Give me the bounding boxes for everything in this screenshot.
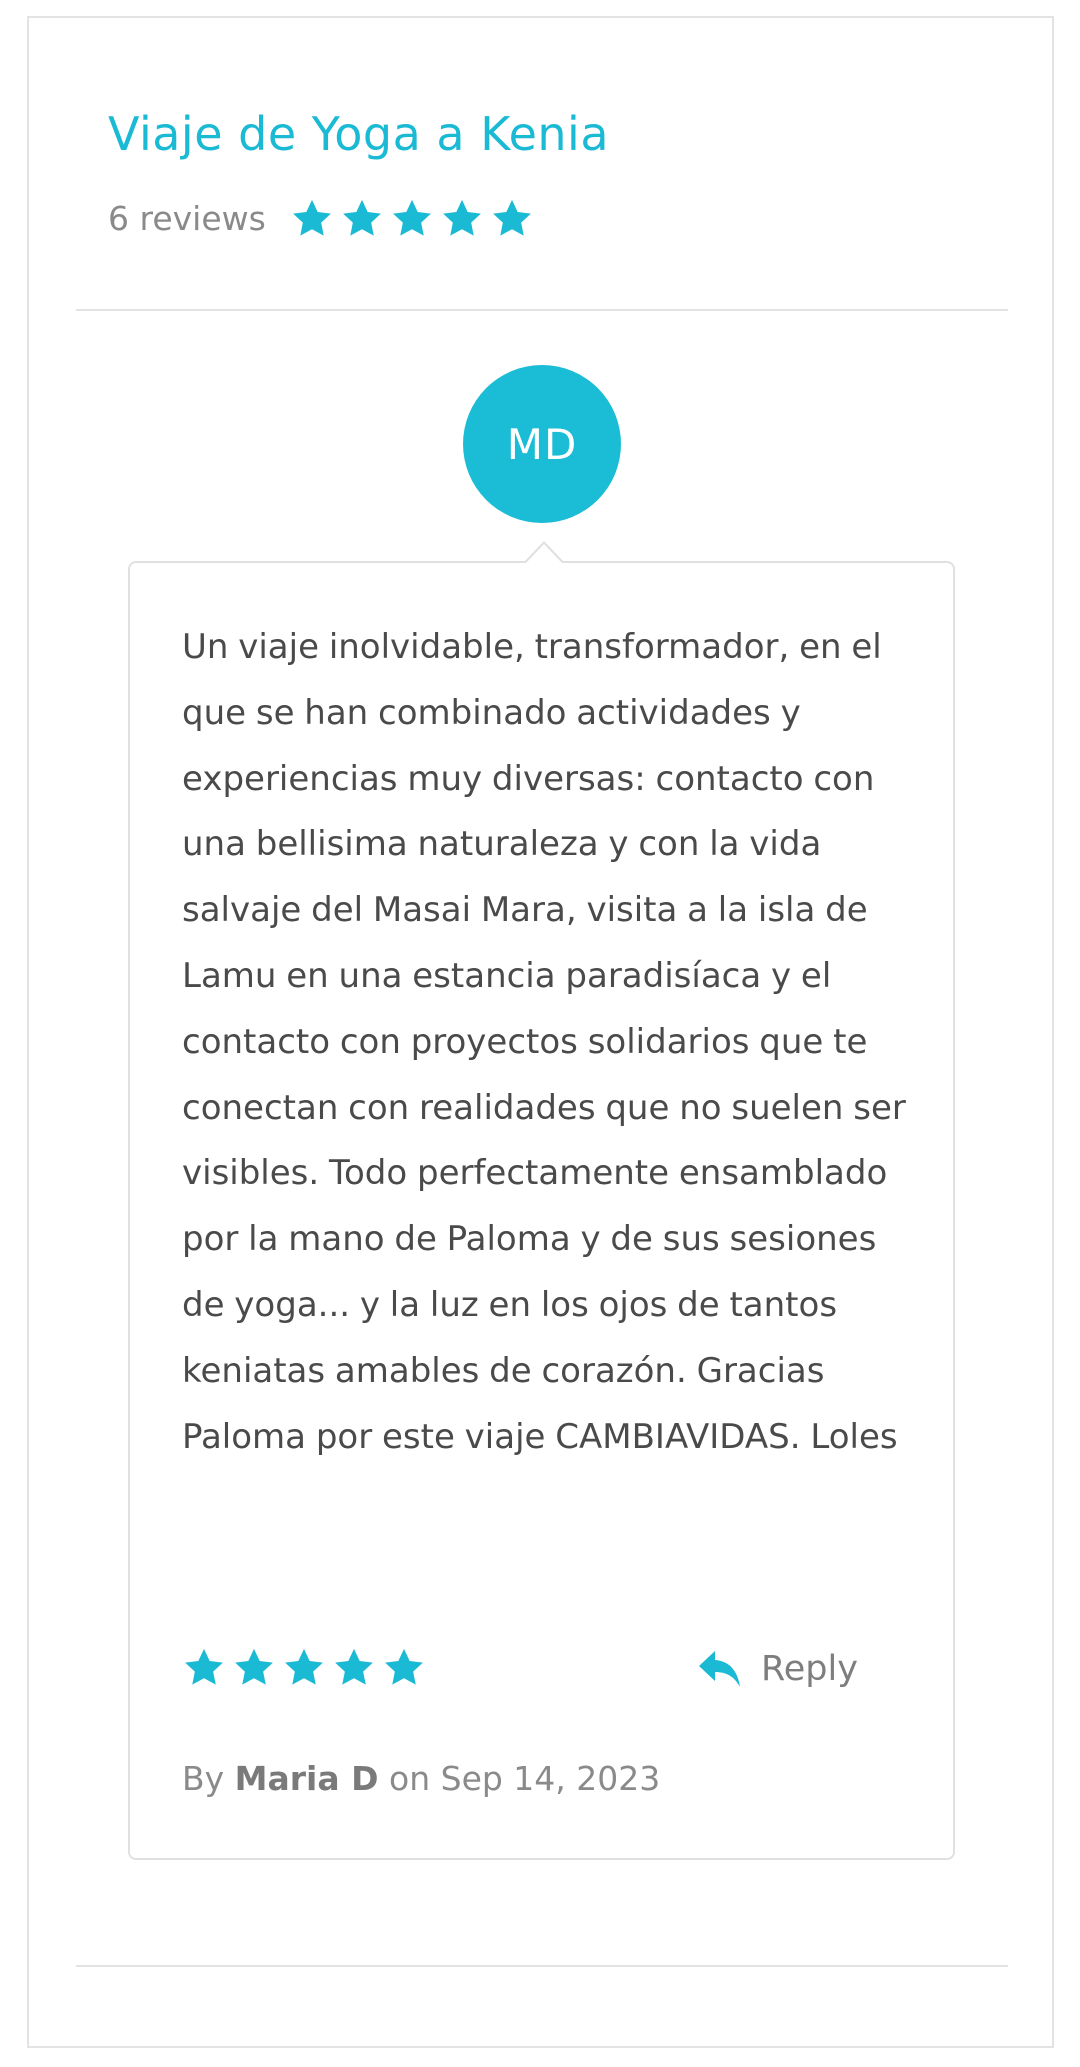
review-stars <box>182 1646 432 1690</box>
star-icon <box>340 197 384 241</box>
star-icon <box>490 197 534 241</box>
star-icon <box>440 197 484 241</box>
star-icon <box>232 1646 276 1690</box>
divider <box>76 309 1008 311</box>
reply-label: Reply <box>761 1649 858 1689</box>
summary-stars <box>290 197 540 241</box>
divider <box>76 1965 1008 1967</box>
card-pointer <box>524 541 564 562</box>
reply-button[interactable] <box>697 1646 858 1692</box>
review-author: Maria D <box>234 1759 379 1798</box>
avatar: MD <box>463 365 621 523</box>
review-count[interactable]: 6 reviews <box>108 199 266 238</box>
star-icon <box>182 1646 226 1690</box>
star-icon <box>382 1646 426 1690</box>
summary-rating <box>108 196 540 242</box>
star-icon <box>332 1646 376 1690</box>
star-icon <box>282 1646 326 1690</box>
star-icon <box>290 197 334 241</box>
reply-arrow-icon <box>697 1649 743 1689</box>
page-title: Viaje de Yoga a Kenia <box>108 107 610 161</box>
byline-on: on <box>389 1759 431 1798</box>
review-text: Un viaje inolvidable, transformador, en el que se han combinado actividades y experiencias muy diversas: contacto con una bellisima naturaleza y con la vida salvaje del Masai Mara, visita a la isla de Lamu en una estancia paradisíaca y el contacto con proyectos solidarios que te conectan con realidades que no suelen ser visibles. Todo perfectamente ensamblado por la mano de Paloma y de sus sesiones de yoga... y la luz en los ojos de tantos keniatas amables de corazón. Gracias Paloma por este viaje CAMBIAVIDAS. Loles <box>182 627 906 1457</box>
review-byline <box>182 1756 660 1802</box>
byline-prefix: By <box>182 1759 225 1798</box>
review-date: Sep 14, 2023 <box>440 1759 661 1798</box>
star-icon <box>390 197 434 241</box>
